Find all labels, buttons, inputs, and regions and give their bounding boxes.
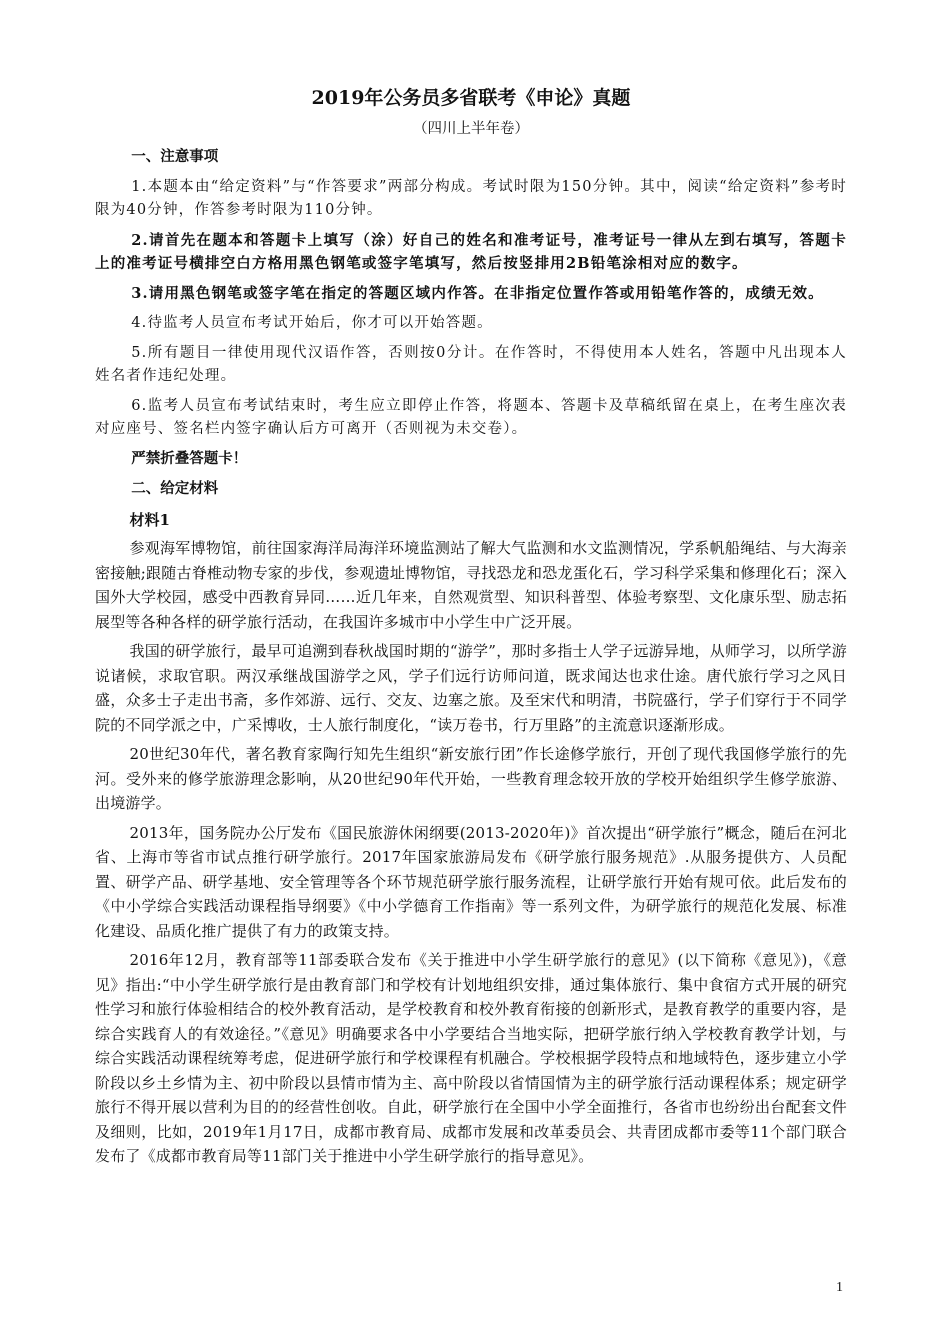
- warning-text: 严禁折叠答题卡！: [131, 450, 248, 467]
- note-item: 3.请用黑色钢笔或签字笔在指定的答题区域内作答。在非指定位置作答或用铅笔作答的，成绩无效。: [131, 285, 824, 302]
- page-number: 1: [836, 1280, 843, 1295]
- note-item: 4.待监考人员宣布考试开始后，你才可以开始答题。: [131, 315, 493, 331]
- note-item: 6.监考人员宣布考试结束时，考生应立即停止作答，将题本、答题卡及草稿纸留在桌上，在考生座次表对应座号、签名栏内签字确认后方可离开（否则视为未交卷）。: [95, 398, 847, 437]
- note-item: 5.所有题目一律使用现代汉语作答，否则按0分计。在作答时，不得使用本人姓名，答题中凡出现本人姓名者作违纪处理。: [95, 345, 847, 384]
- section-heading-materials: 二、给定材料: [131, 480, 219, 497]
- material-paragraph: 2013年，国务院办公厅发布《国民旅游休闲纲要(2013-2020年)》首次提出“研学旅行”概念，随后在河北省、上海市等省市试点推行研学旅行。2017年国家旅游局发布《研学旅行服务规范》.从服务提供方、人员配置、研学产品、研学基地、安全管理等各个环节规范研学旅行服务流程，让研学旅行开始有规可依。此后发布的《中小学综合实践活动课程指导纲要》《中小学德育工作指南》等一系列文件，为研学旅行的规范化发展、标准化建设、品质化推广提供了有力的政策支持。: [95, 823, 847, 940]
- section-heading-notes: 一、注意事项: [131, 148, 219, 165]
- note-item: 1.本题本由“给定资料”与“作答要求”两部分构成。考试时限为150分钟。其中，阅读“给定资料”参考时限为40分钟，作答参考时限为110分钟。: [95, 179, 847, 218]
- material-paragraph: 参观海军博物馆，前往国家海洋局海洋环境监测站了解大气监测和水文监测情况，学系帆船绳结、与大海亲密接触;跟随古脊椎动物专家的步伐，参观遗址博物馆，寻找恐龙和恐龙蛋化石，学习科学采集和修理化石；深入国外大学校园，感受中西教育异同……近几年来，自然观赏型、知识科普型、体验考察型、文化康乐型、励志拓展型等各种各样的研学旅行活动，在我国许多城市中小学生中广泛开展。: [95, 539, 847, 631]
- material-title: 材料1: [129, 511, 170, 529]
- note-item: 2.请首先在题本和答题卡上填写（涂）好自己的姓名和准考证号，准考证号一律从左到右填写，答题卡上的准考证号横排空白方格用黑色钢笔或签字笔填写，然后按竖排用2B铅笔涂相对应的数字。: [95, 232, 847, 272]
- material-paragraph: 我国的研学旅行，最早可追溯到春秋战国时期的“游学”，那时多指士人学子远游异地，从师学习，以所学游说诸候，求取官职。两汉承继战国游学之风，学子们远行访师问道，既求闻达也求仕途。唐代旅行学习之风日盛，众多士子走出书斋，多作郊游、远行、交友、边塞之旅。及至宋代和明清，书院盛行，学子们穿行于不同学院的不同学派之中，广采博收，士人旅行制度化，“读万卷书，行万里路”的主流意识逐渐形成。: [95, 642, 847, 734]
- material-paragraph: 2016年12月，教育部等11部委联合发布《关于推进中小学生研学旅行的意见》(以下简称《意见》)，《意见》指出:“中小学生研学旅行是由教育部门和学校有计划地组织安排，通过集体旅行、集中食宿方式开展的研究性学习和旅行体验相结合的校外教育活动，是学校教育和校外教育衔接的创新形式，是教育教学的重要内容，是综合实践育人的有效途径。”《意见》明确要求各中小学要结合当地实际，把研学旅行纳入学校教育教学计划，与综合实践活动课程统筹考虑，促进研学旅行和学校课程有机融合。学校根据学段特点和地域特色，逐步建立小学阶段以乡土乡情为主、初中阶段以县情市情为主、高中阶段以省情国情为主的研学旅行活动课程体系；规定研学旅行不得开展以营利为目的的经营性创收。自此，研学旅行在全国中小学全面推行，各省市也纷纷出台配套文件及细则，比如，2019年1月17日，成都市教育局、成都市发展和改革委员会、共青团成都市委等11个部门联合发布了《成都市教育局等11部门关于推进中小学生研学旅行的指导意见》。: [95, 951, 847, 1165]
- document-title: 2019年公务员多省联考《申论》真题: [311, 87, 631, 109]
- material-paragraph: 20世纪30年代，著名教育家陶行知先生组织“新安旅行团”作长途修学旅行，开创了现代我国修学旅行的先河。受外来的修学旅游理念影响，从20世纪90年代开始，一些教育理念较开放的学校开始组织学生修学旅游、出境游学。: [95, 745, 847, 812]
- page-content: [95, 84, 847, 1174]
- document-subtitle: （四川上半年卷）: [413, 121, 529, 137]
